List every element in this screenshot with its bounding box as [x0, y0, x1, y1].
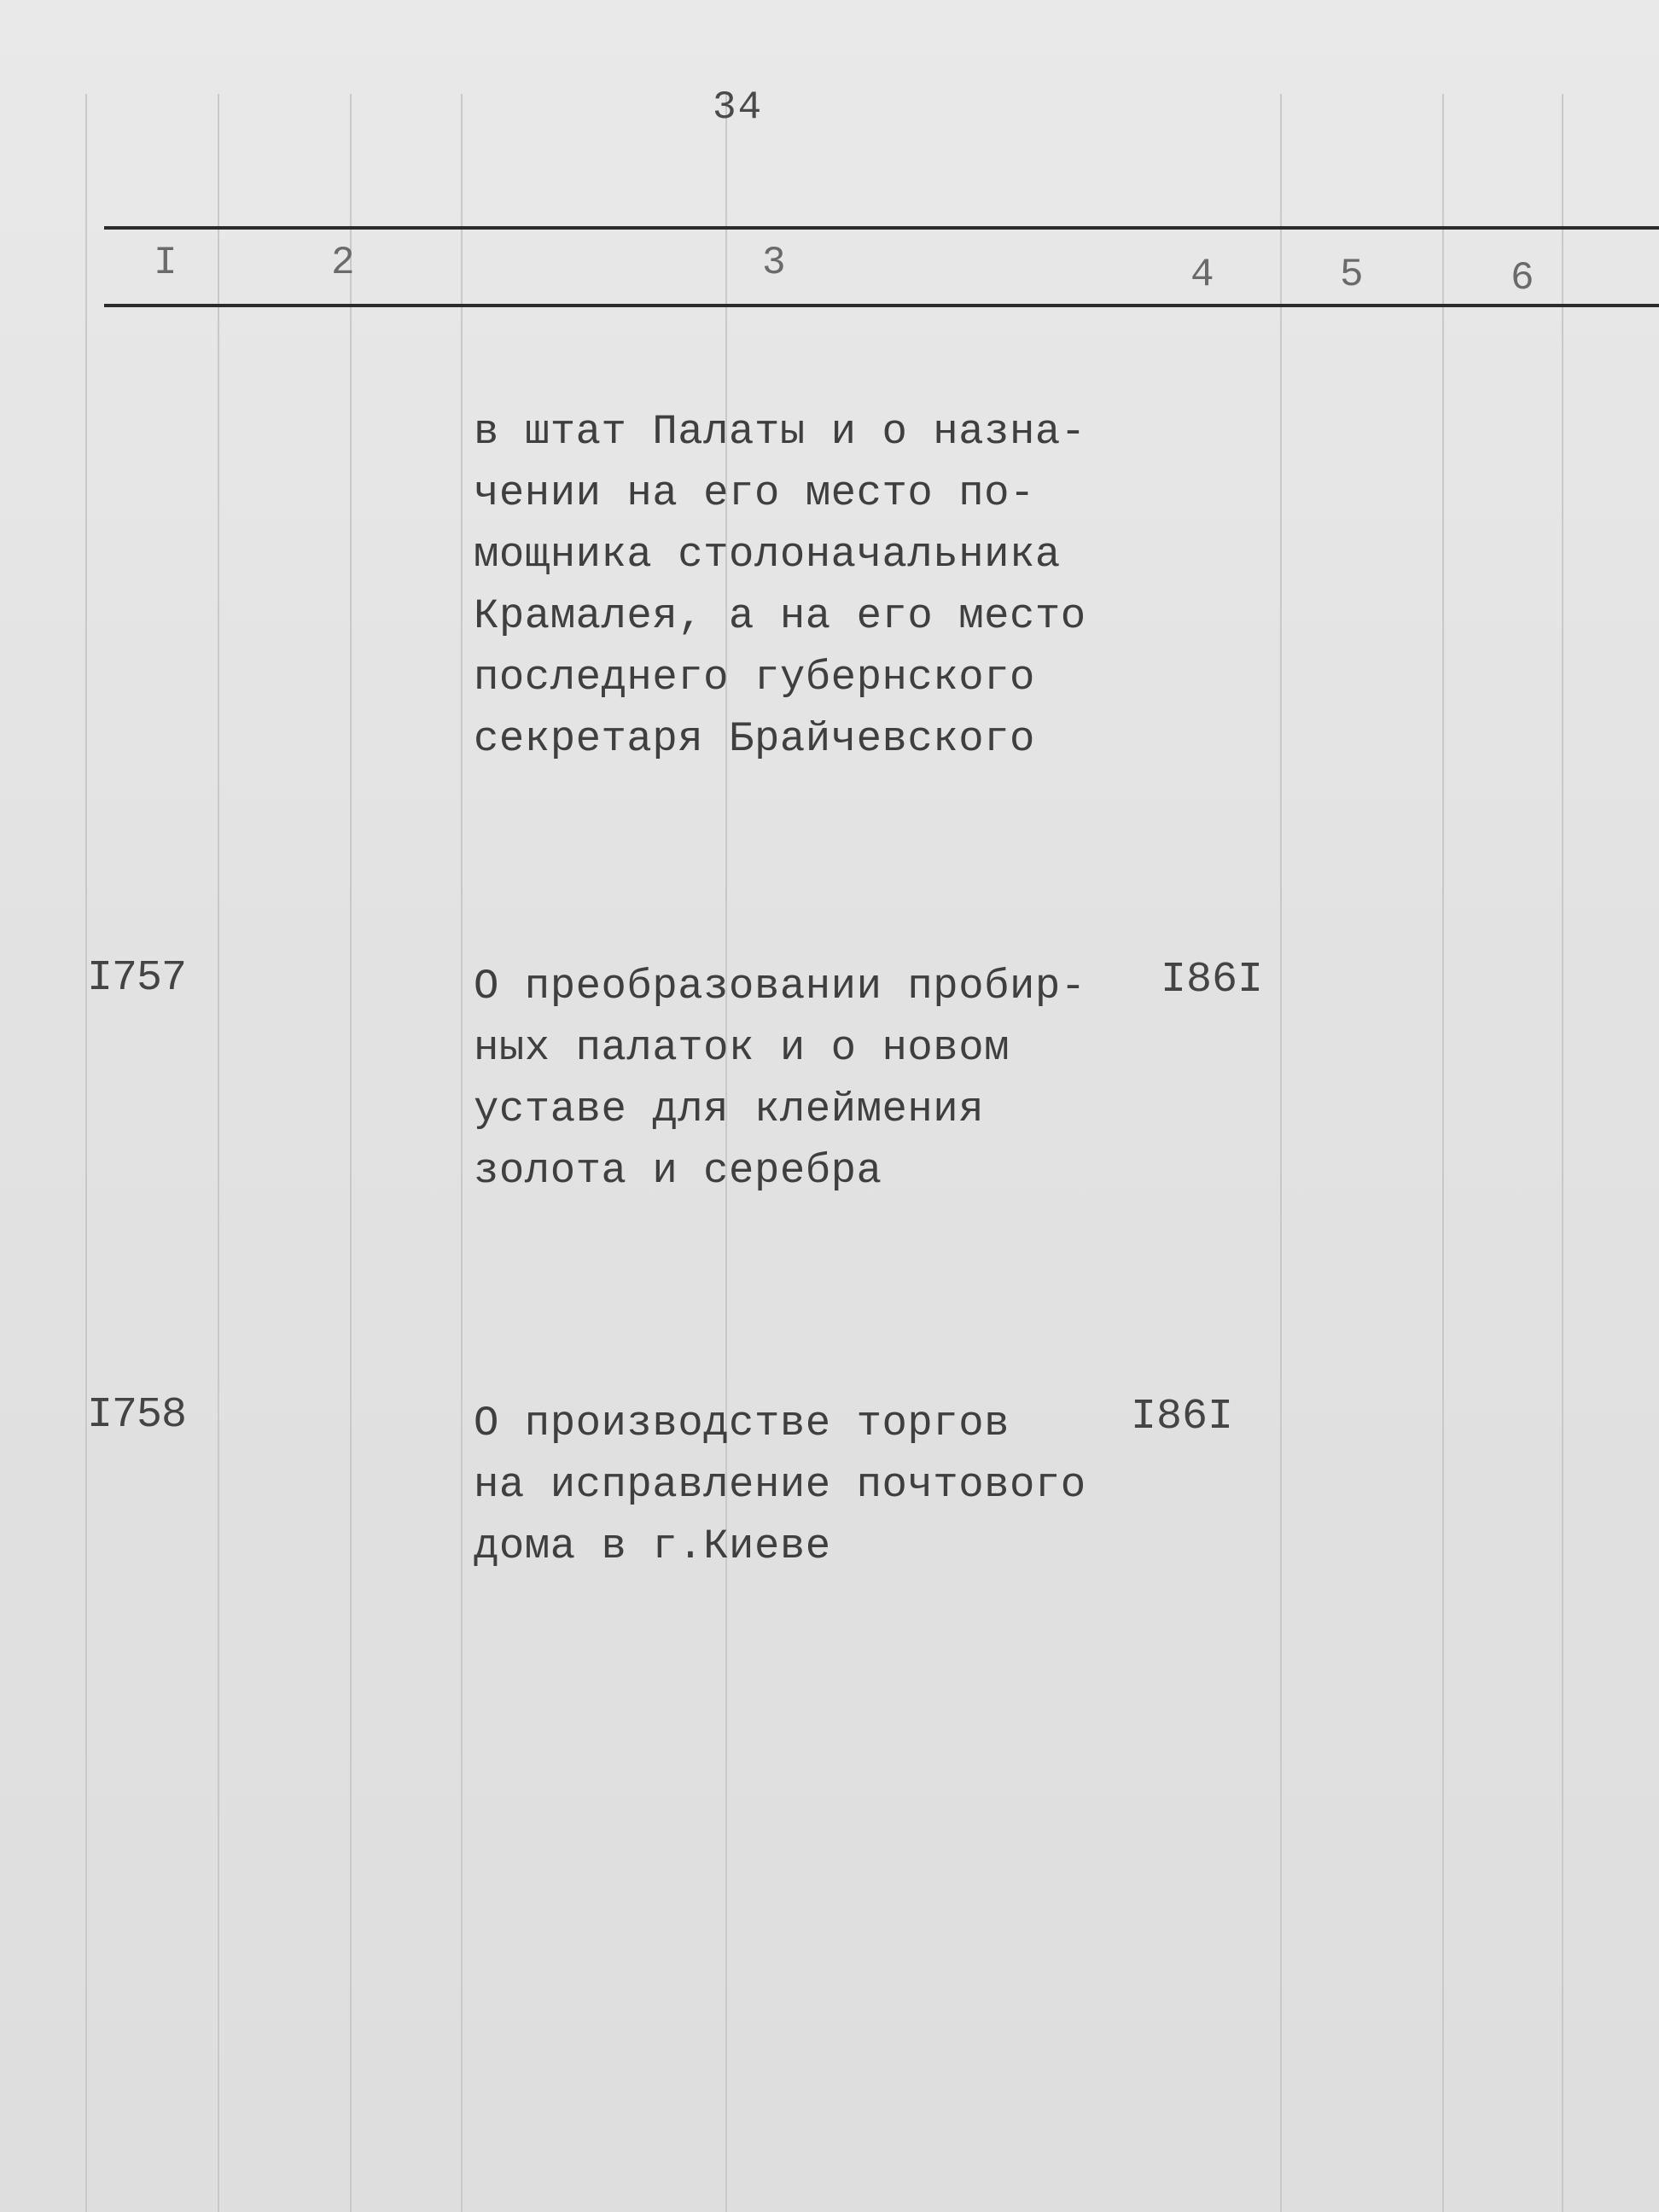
column-number-1: I: [154, 241, 178, 285]
entry-title: в штат Палаты и о назна- чении на его место по- мощника столоначальника Крамалея, а на его место последнего губернского секретаря Брайчевского: [474, 408, 1086, 763]
header-bottom-rule: [104, 304, 1659, 307]
entry-id: I757: [87, 954, 187, 1003]
column-rule: [1562, 94, 1563, 2212]
column-number-2: 2: [331, 241, 355, 285]
entry-title: О преобразовании пробир- ных палаток и о новом уставе для клеймения золота и серебра: [474, 963, 1086, 1195]
column-number-4: 4: [1190, 253, 1214, 297]
entry-title: О производстве торгов на исправление почтового дома в г.Киеве: [474, 1400, 1086, 1570]
column-rule: [461, 94, 463, 2212]
column-rule: [1442, 94, 1444, 2212]
entry-id: I758: [87, 1391, 187, 1440]
column-number-6: 6: [1511, 256, 1534, 300]
column-number-3: 3: [762, 241, 786, 285]
entry-year: I86I: [1161, 956, 1264, 1004]
column-rule: [85, 94, 87, 2212]
entry-year: I86I: [1131, 1393, 1234, 1441]
column-rule: [350, 94, 352, 2212]
page-number: 34: [713, 85, 764, 130]
header-top-rule: [104, 226, 1659, 230]
column-rule: [218, 94, 219, 2212]
column-rule: [1280, 94, 1282, 2212]
column-number-5: 5: [1340, 253, 1364, 297]
